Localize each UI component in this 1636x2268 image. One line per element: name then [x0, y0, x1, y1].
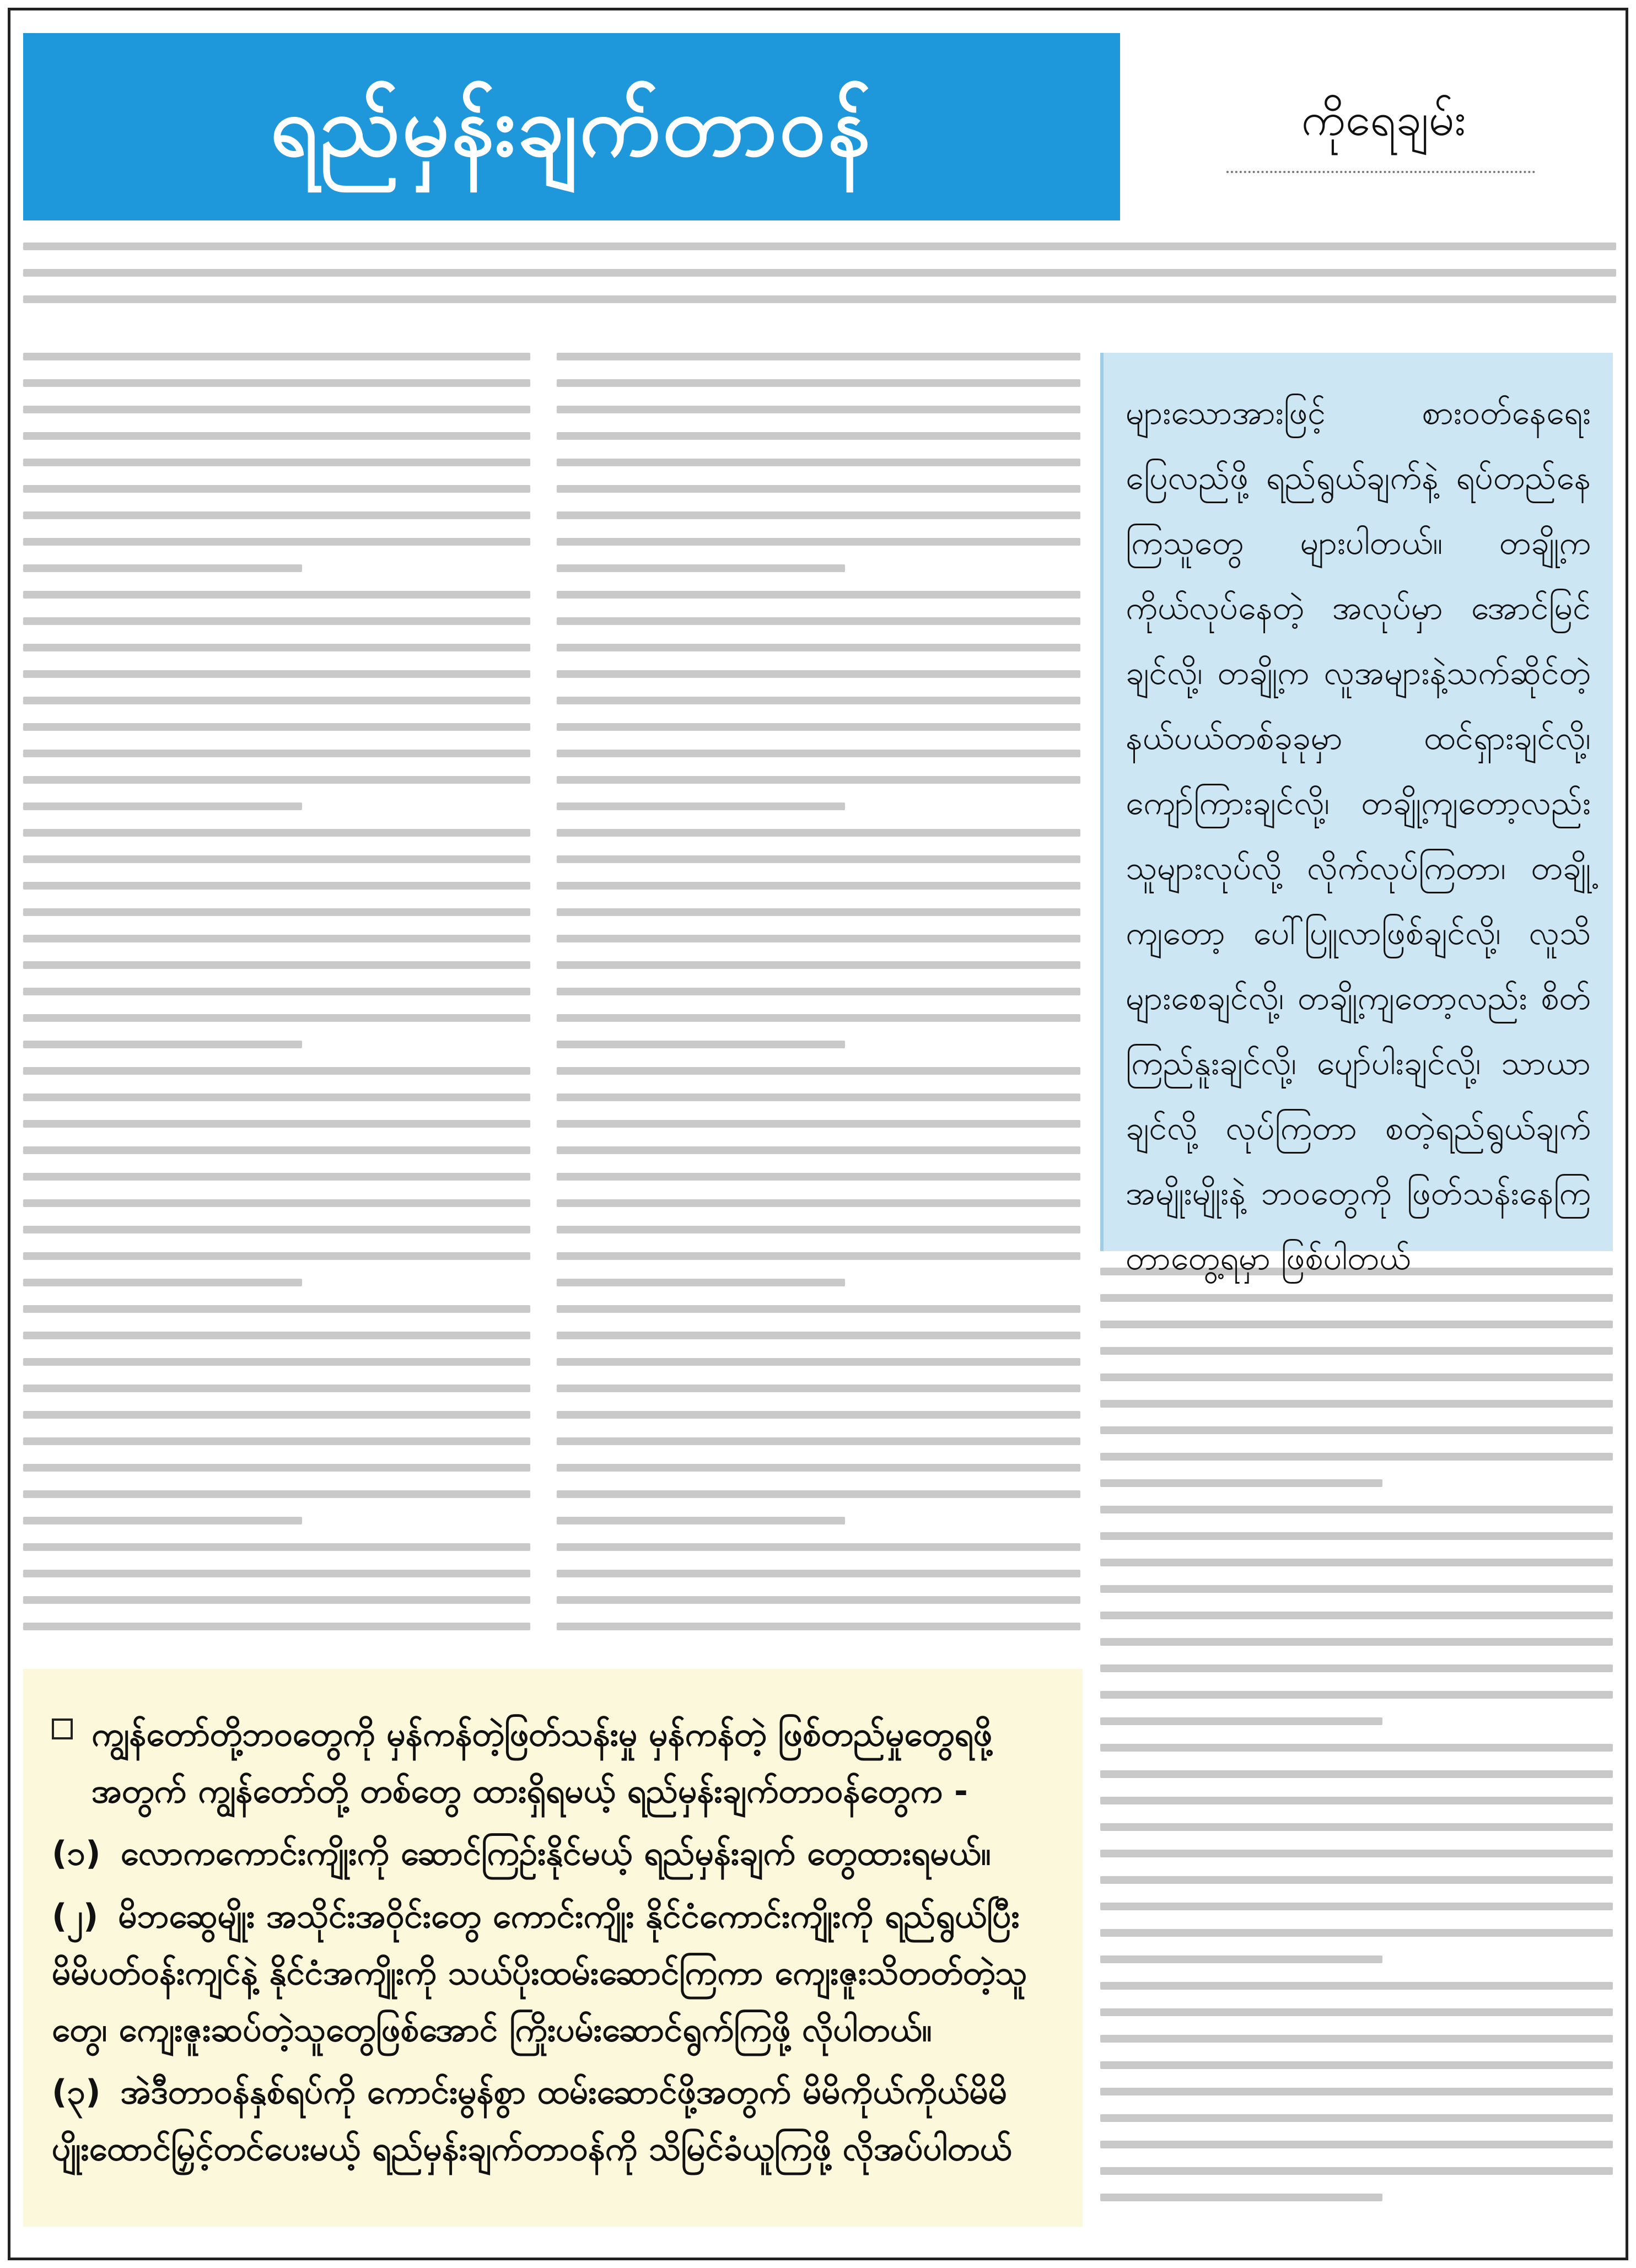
text-line	[557, 1437, 1080, 1445]
text-line	[1100, 2194, 1382, 2201]
text-line	[23, 1093, 530, 1101]
text-line	[557, 1543, 1080, 1551]
text-line	[23, 1146, 530, 1154]
text-line	[23, 697, 530, 704]
text-line	[23, 459, 530, 466]
text-line	[23, 511, 530, 519]
callout-item-text: လောကကောင်းကျိုးကို ဆောင်ကြဉ်းနိုင်မယ့် ရည်မှန်းချက် တွေထားရမယ်။	[120, 1834, 992, 1873]
text-line	[23, 776, 530, 784]
callout-box	[23, 1669, 1083, 2227]
checkbox-bullet-icon	[52, 1718, 73, 1739]
text-line	[23, 1490, 530, 1498]
text-line	[23, 670, 530, 678]
text-line	[557, 1596, 1080, 1604]
text-line	[23, 829, 530, 837]
text-line	[23, 1570, 530, 1577]
callout-intro: ကျွန်တော်တို့ဘဝတွေကို မှန်ကန်တဲ့ဖြတ်သန်းမှု မှန်ကန်တဲ့ ဖြစ်တည်မှုတွေရဖို့အတွက် ကျွန်တော်တို့ တစ်တွေ ထားရှိရမယ့် ရည်မှန်းချက်တာဝန်တွေက -	[92, 1715, 993, 1811]
text-line	[23, 432, 530, 440]
text-line	[557, 1490, 1080, 1498]
author-byline: ကိုရေချမ်း	[1301, 94, 1466, 146]
text-line	[557, 1517, 845, 1524]
text-line	[23, 855, 530, 863]
text-line	[23, 1014, 530, 1022]
text-line	[23, 1623, 530, 1630]
text-line	[557, 961, 1080, 969]
text-line	[557, 1146, 1080, 1154]
text-line	[557, 988, 1080, 995]
text-line	[557, 855, 1080, 863]
text-line	[1100, 2008, 1613, 2016]
text-line	[557, 1199, 1080, 1207]
text-line	[557, 776, 1080, 784]
text-line	[557, 1411, 1080, 1419]
text-line	[23, 1411, 530, 1419]
text-line	[557, 459, 1080, 466]
text-line	[23, 243, 1616, 250]
text-line	[1100, 1612, 1613, 1619]
text-line	[1100, 1850, 1613, 1857]
callout-item-1	[52, 1825, 1054, 1882]
text-line	[1100, 1532, 1613, 1540]
text-line	[23, 485, 530, 493]
callout-item-text: အဲဒီတာဝန်နှစ်ရပ်ကို ကောင်းမွန်စွာ ထမ်းဆောင်ဖို့အတွက် မိမိကိုယ်ကိုယ်မိမိ ပျိုးထောင်မြှင့်တင်ပေးမယ့် ရည်မှန်းချက်တာဝန်ကို သိမြင်ခံယူကြဖို့ လိုအပ်ပါတယ်	[52, 2073, 1012, 2169]
text-line	[557, 564, 845, 572]
text-line	[1100, 1453, 1613, 1461]
text-line	[23, 1279, 302, 1286]
pull-quote-text: များသောအားဖြင့် စားဝတ်နေရေးပြေလည်ဖို့ ရည်ရွယ်ချက်နဲ့ ရပ်တည်နေကြသူတွေ များပါတယ်။ တချို့က ကိုယ်လုပ်နေတဲ့ အလုပ်မှာ အောင်မြင်ချင်လို့၊ တချို့က လူအများနဲ့သက်ဆိုင်တဲ့ နယ်ပယ်တစ်ခုခုမှာ ထင်ရှားချင်လို့၊ ကျော်ကြားချင်လို့၊ တချို့ကျတော့လည်း သူများလုပ်လို့ လိုက်လုပ်ကြတာ၊ တချို့ကျတော့ ပေါ်ပြူလာဖြစ်ချင်လို့၊ လူသိများစေချင်လို့၊ တချို့ကျတော့လည်း စိတ်ကြည်နူးချင်လို့၊ ပျော်ပါးချင်လို့၊ သာယာချင်လို့ လုပ်ကြတာ စတဲ့ရည်ရွယ်ချက်အမျိုးမျိုးနဲ့ ဘဝတွေကို ဖြတ်သန်းနေကြတာတွေ့ရမှာ ဖြစ်ပါတယ်	[1126, 394, 1591, 1277]
text-line	[23, 988, 530, 995]
body-column-middle	[557, 353, 1080, 1653]
text-line	[557, 1623, 1080, 1630]
text-line	[23, 1464, 530, 1472]
text-line	[1100, 2061, 1613, 2069]
text-line	[557, 1120, 1080, 1128]
text-line	[1100, 1717, 1382, 1725]
text-line	[1100, 1373, 1613, 1381]
text-line	[557, 644, 1080, 651]
text-line	[23, 1517, 302, 1524]
text-line	[557, 1041, 845, 1048]
text-line	[23, 644, 530, 651]
text-line	[1100, 1929, 1613, 1937]
text-line	[1100, 2035, 1613, 2043]
text-line	[557, 829, 1080, 837]
text-line	[557, 697, 1080, 704]
text-line	[557, 935, 1080, 942]
text-line	[23, 295, 1616, 303]
text-line	[557, 1570, 1080, 1577]
callout-item-number: (၂)	[52, 1897, 99, 1936]
text-line	[23, 935, 530, 942]
text-line	[23, 617, 530, 625]
article-title: ရည်မှန်းချက်တာဝန်	[270, 79, 873, 175]
text-line	[23, 802, 302, 810]
body-column-left	[23, 353, 530, 1653]
text-line	[23, 882, 530, 890]
text-line	[557, 1252, 1080, 1260]
text-line	[23, 750, 530, 757]
text-line	[1100, 1321, 1613, 1328]
text-line	[23, 1067, 530, 1075]
text-line	[557, 353, 1080, 360]
byline-divider	[1226, 171, 1535, 173]
text-line	[23, 406, 530, 413]
text-line	[557, 882, 1080, 890]
text-line	[557, 1173, 1080, 1181]
text-line	[23, 379, 530, 387]
text-line	[557, 802, 845, 810]
text-line	[1100, 1426, 1613, 1434]
text-line	[1100, 1691, 1613, 1699]
text-line	[1100, 1638, 1613, 1646]
text-line	[1100, 2167, 1613, 2175]
text-line	[1100, 1797, 1613, 1804]
text-line	[23, 1199, 530, 1207]
text-line	[557, 750, 1080, 757]
text-line	[23, 269, 1616, 277]
text-line	[23, 1437, 530, 1445]
text-line	[557, 591, 1080, 599]
callout-item-3	[52, 2064, 1054, 2178]
text-line	[1100, 1506, 1613, 1513]
text-line	[557, 1279, 845, 1286]
text-line	[1100, 1585, 1613, 1593]
text-line	[1100, 1770, 1613, 1778]
text-line	[557, 432, 1080, 440]
text-line	[23, 1358, 530, 1366]
text-line	[557, 379, 1080, 387]
text-line	[557, 908, 1080, 916]
text-line	[557, 406, 1080, 413]
body-column-right	[1100, 1268, 1613, 2227]
text-line	[557, 1384, 1080, 1392]
text-line	[1100, 1664, 1613, 1672]
text-line	[557, 1464, 1080, 1472]
text-line	[23, 1173, 530, 1181]
text-line	[557, 1332, 1080, 1339]
text-line	[23, 1384, 530, 1392]
intro-paragraph-area	[23, 243, 1616, 331]
callout-item-number: (၁)	[52, 1834, 101, 1873]
text-line	[1100, 1400, 1613, 1408]
text-line	[23, 961, 530, 969]
text-line	[557, 1226, 1080, 1233]
text-line	[23, 1305, 530, 1313]
text-line	[1100, 1903, 1613, 1910]
text-line	[1100, 2114, 1613, 2122]
title-banner	[23, 33, 1120, 220]
text-line	[1100, 1479, 1382, 1487]
text-line	[1100, 1744, 1613, 1752]
text-line	[557, 485, 1080, 493]
text-line	[23, 1041, 302, 1048]
text-line	[557, 617, 1080, 625]
text-line	[1100, 2088, 1613, 2095]
text-line	[1100, 1294, 1613, 1302]
text-line	[23, 1226, 530, 1233]
text-line	[23, 723, 530, 731]
text-line	[557, 1093, 1080, 1101]
text-line	[23, 1596, 530, 1604]
text-line	[23, 353, 530, 360]
text-line	[1100, 1347, 1613, 1355]
callout-item-2	[52, 1888, 1054, 2059]
text-line	[1100, 2141, 1613, 2148]
text-line	[557, 538, 1080, 546]
text-line	[23, 1252, 530, 1260]
text-line	[1100, 1955, 1382, 1963]
text-line	[23, 591, 530, 599]
text-line	[23, 1332, 530, 1339]
text-line	[23, 564, 302, 572]
text-line	[557, 670, 1080, 678]
text-line	[1100, 1559, 1613, 1566]
text-line	[557, 1358, 1080, 1366]
text-line	[1100, 1982, 1613, 1990]
text-line	[557, 511, 1080, 519]
text-line	[23, 538, 530, 546]
text-line	[23, 1120, 530, 1128]
text-line	[557, 723, 1080, 731]
text-line	[557, 1305, 1080, 1313]
text-line	[1100, 1876, 1613, 1884]
pull-quote-box	[1100, 353, 1613, 1277]
callout-item-text: မိဘဆွေမျိုး အသိုင်းအဝိုင်းတွေ ကောင်းကျိုး နိုင်ငံကောင်းကျိုးကို ရည်ရွယ်ပြီး မိမိပတ်ဝန်းကျင်နဲ့ နိုင်ငံအကျိုးကို သယ်ပိုးထမ်းဆောင်ကြကာ ကျေးဇူးသိတတ်တဲ့သူတွေ၊ ကျေးဇူးဆပ်တဲ့သူတွေဖြစ်အောင် ကြိုးပမ်းဆောင်ရွက်ကြဖို့ လိုပါတယ်။	[52, 1897, 1027, 2049]
text-line	[1100, 1823, 1613, 1831]
text-line	[557, 1067, 1080, 1075]
text-line	[557, 1014, 1080, 1022]
callout-item-number: (၃)	[52, 2073, 101, 2112]
text-line	[23, 1543, 530, 1551]
text-line	[23, 908, 530, 916]
